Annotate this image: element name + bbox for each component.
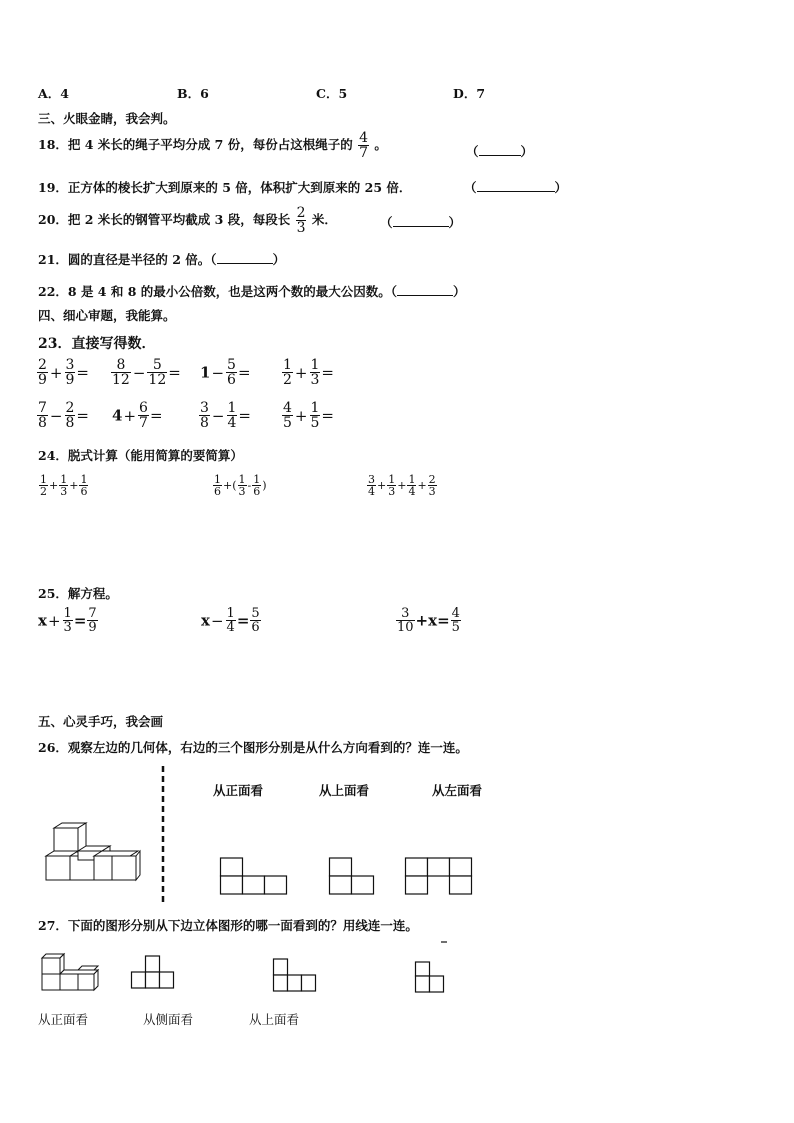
paren-close: ） — [272, 252, 286, 267]
fraction — [428, 474, 437, 497]
equals: = — [321, 363, 334, 382]
operator: − — [210, 611, 224, 630]
q27-view-shape-3 — [415, 942, 449, 996]
numerator: 2 — [65, 400, 75, 416]
whole-number: 1 — [200, 363, 211, 382]
denominator: 10 — [397, 620, 414, 635]
denominator: 3 — [388, 485, 396, 498]
numerator: 1 — [227, 400, 237, 416]
blank-line — [393, 216, 449, 227]
question-18 — [38, 131, 387, 160]
denominator: 3 — [63, 620, 72, 635]
fraction — [111, 358, 131, 387]
q27-solid-figure — [40, 950, 102, 994]
paren-close: ） — [453, 284, 466, 299]
operator: + — [417, 479, 427, 492]
numerator: 1 — [388, 473, 396, 486]
q26-solid-figure — [40, 820, 150, 890]
numerator: 1 — [408, 473, 416, 486]
fraction — [147, 358, 167, 387]
equals: = — [236, 611, 250, 630]
q25-equation-3 — [395, 607, 462, 634]
denominator: 4 — [226, 620, 235, 635]
fraction — [63, 607, 73, 634]
fraction — [65, 358, 76, 387]
operator: + — [397, 479, 407, 492]
numerator: 1 — [40, 473, 47, 486]
denominator: 5 — [310, 415, 320, 431]
numerator: 1 — [283, 357, 292, 373]
answer-blank-19[interactable] — [464, 178, 567, 196]
question-18-fraction — [358, 131, 369, 160]
q26-view-shape-3 — [405, 857, 475, 897]
operator: + — [294, 406, 308, 425]
operator: + — [123, 406, 137, 425]
answer-blank-20[interactable] — [380, 213, 461, 231]
option-a: A．4 — [38, 86, 69, 101]
equals: = — [73, 611, 87, 630]
operator: + — [69, 479, 79, 492]
denominator: 4 — [408, 485, 416, 498]
section-3-heading: 三、火眼金睛，我会判。 — [38, 111, 176, 126]
denominator: 9 — [38, 372, 47, 388]
denominator: 9 — [65, 372, 75, 388]
fraction — [310, 358, 321, 387]
fraction — [250, 607, 260, 634]
option-d: D．7 — [453, 86, 486, 101]
q23-item-5 — [36, 401, 89, 430]
denominator: 5 — [283, 415, 292, 431]
fraction — [199, 401, 210, 430]
numerator: 4 — [359, 130, 368, 146]
q23-item-3 — [200, 358, 251, 387]
fraction — [37, 358, 48, 387]
numerator: 1 — [238, 473, 246, 486]
numerator: 3 — [200, 400, 209, 416]
whole-number: 4 — [112, 406, 123, 425]
operator: + — [294, 363, 308, 382]
fraction — [407, 474, 416, 497]
fraction — [39, 474, 48, 497]
denominator: 4 — [227, 415, 237, 431]
fraction — [282, 401, 293, 430]
equals: = — [237, 363, 251, 382]
q26-view-shape-2 — [329, 857, 377, 897]
numerator: 1 — [310, 400, 320, 416]
q27-label-side: 从侧面看 — [143, 1012, 194, 1027]
paren-open: （ — [464, 180, 477, 195]
denominator: 3 — [238, 485, 246, 498]
denominator: 7 — [359, 145, 368, 161]
answer-blank-21[interactable] — [217, 253, 273, 264]
q26-label-top: 从上面看 — [319, 783, 370, 798]
equals: = — [76, 406, 89, 425]
question-18-end: 。 — [374, 137, 387, 152]
numerator: 1 — [60, 473, 68, 486]
answer-blank-18[interactable] — [466, 142, 533, 160]
numerator: 1 — [63, 606, 72, 621]
equals: = — [168, 363, 181, 382]
numerator: 2 — [38, 357, 47, 373]
numerator: 1 — [226, 606, 235, 621]
operator: + — [377, 479, 387, 492]
fraction — [367, 474, 376, 497]
fraction — [87, 607, 97, 634]
fraction — [79, 474, 88, 497]
equals: = — [76, 363, 89, 382]
blank-line — [477, 181, 555, 192]
denominator: 6 — [253, 485, 261, 498]
fraction — [226, 607, 236, 634]
operator: − — [211, 406, 225, 425]
denominator: 7 — [139, 415, 148, 431]
operator: + — [47, 611, 61, 630]
question-22 — [38, 282, 466, 300]
q25-equation-1 — [38, 607, 99, 634]
denominator: 12 — [112, 372, 130, 388]
q27-label-top: 从上面看 — [249, 1012, 300, 1027]
operator: − — [132, 363, 146, 382]
denominator: 6 — [80, 485, 88, 498]
equals: = — [321, 406, 334, 425]
equals: = — [437, 611, 450, 630]
denominator: 3 — [296, 220, 306, 236]
numerator: 5 — [152, 357, 162, 373]
question-26-title: 26．观察左边的几何体，右边的三个图形分别是从什么方向看到的？连一连。 — [38, 740, 468, 755]
fraction — [138, 401, 149, 430]
numerator: 1 — [80, 473, 88, 486]
numerator: 1 — [253, 473, 261, 486]
operator: +( — [223, 479, 237, 492]
fraction — [65, 401, 76, 430]
denominator: 6 — [214, 485, 221, 498]
denominator: 8 — [38, 415, 47, 431]
q26-view-shape-1 — [220, 857, 288, 897]
numerator: 8 — [116, 357, 126, 373]
numerator: 5 — [251, 606, 260, 621]
q27-view-shape-2 — [273, 958, 319, 994]
paren-open: （ — [390, 284, 398, 299]
paren-close: ） — [554, 180, 568, 195]
q23-item-2 — [110, 358, 181, 387]
section-5-heading: 五、心灵手巧，我会画 — [38, 714, 164, 729]
question-21 — [38, 250, 285, 268]
numerator: 2 — [428, 473, 436, 486]
q23-item-8 — [281, 401, 334, 430]
numerator: 2 — [296, 205, 306, 221]
fraction — [227, 401, 238, 430]
blank-line — [479, 145, 521, 156]
numerator: 3 — [65, 357, 75, 373]
paren-close: ） — [520, 144, 534, 159]
denominator: 12 — [148, 372, 167, 388]
q27-view-shape-1 — [131, 955, 177, 995]
question-20-text: 20．把 2 米长的钢管平均截成 3 段，每段长 — [38, 212, 291, 227]
operator: +x — [415, 611, 438, 630]
numerator: 3 — [401, 606, 410, 621]
fraction — [451, 607, 461, 634]
operator: − — [211, 363, 225, 382]
denominator: 3 — [310, 372, 320, 388]
operator: − — [49, 406, 63, 425]
denominator: 8 — [65, 415, 75, 431]
equals: = — [238, 406, 251, 425]
fraction — [226, 358, 237, 387]
section-4-heading: 四、细心审题，我能算。 — [38, 308, 176, 323]
denominator: 2 — [40, 485, 47, 498]
question-19: 19．正方体的棱长扩大到原来的 5 倍，体积扩大到原来的 25 倍． — [38, 180, 412, 195]
option-b: B．6 — [177, 86, 209, 101]
q24-expression-2 — [212, 474, 267, 497]
fraction — [213, 474, 222, 497]
fraction — [252, 474, 261, 497]
q23-item-7 — [198, 401, 251, 430]
q24-expression-3 — [366, 474, 438, 497]
fraction — [37, 401, 48, 430]
numerator: 1 — [214, 473, 221, 486]
numerator: 1 — [310, 357, 320, 373]
answer-blank-22[interactable] — [397, 285, 453, 296]
q26-label-left: 从左面看 — [432, 783, 483, 798]
question-20-end: 米． — [311, 212, 337, 227]
fraction — [59, 474, 68, 497]
denominator: 3 — [428, 485, 436, 498]
dashed-divider — [161, 766, 165, 904]
numerator: 6 — [139, 400, 148, 416]
q24-expression-1 — [38, 474, 89, 497]
option-c: C．5 — [316, 86, 348, 101]
equals: = — [149, 406, 163, 425]
paren-open: （ — [210, 252, 217, 267]
denominator: 6 — [227, 372, 236, 388]
paren-open: （ — [380, 215, 393, 230]
denominator: 9 — [88, 620, 97, 635]
question-24-title: 24．脱式计算（能用简算的要简算） — [38, 448, 243, 463]
question-20 — [38, 206, 337, 235]
numerator: 3 — [368, 473, 375, 486]
numerator: 5 — [227, 357, 236, 373]
q23-item-1 — [36, 358, 89, 387]
denominator: 2 — [283, 372, 292, 388]
denominator: 4 — [368, 485, 375, 498]
q23-item-4 — [281, 358, 334, 387]
numerator: 7 — [38, 400, 47, 416]
q23-item-6 — [112, 401, 163, 430]
operator: + — [49, 363, 63, 382]
fraction — [238, 474, 247, 497]
operator: + — [49, 479, 59, 492]
denominator: 6 — [251, 620, 260, 635]
denominator: 3 — [60, 485, 68, 498]
fraction — [282, 358, 293, 387]
paren-close: ) — [262, 479, 267, 492]
denominator: 8 — [200, 415, 209, 431]
variable-x: x — [201, 611, 210, 630]
fraction — [310, 401, 321, 430]
q26-label-front: 从正面看 — [213, 783, 264, 798]
paren-close: ） — [448, 215, 462, 230]
question-18-text: 18．把 4 米长的绳子平均分成 7 份，每份占这根绳子的 — [38, 137, 353, 152]
denominator: 5 — [451, 620, 460, 635]
fraction — [387, 474, 396, 497]
question-25-title: 25．解方程。 — [38, 586, 118, 601]
question-27-title: 27．下面的图形分别从下边立体图形的哪一面看到的？用线连一连。 — [38, 918, 418, 933]
paren-open: （ — [466, 144, 479, 159]
fraction — [396, 607, 415, 634]
operator: - — [247, 479, 252, 492]
numerator: 4 — [283, 400, 292, 416]
question-20-fraction — [296, 206, 307, 235]
question-21-text: 21．圆的直径是半径的 2 倍。 — [38, 252, 211, 267]
numerator: 4 — [451, 606, 460, 621]
numerator: 7 — [88, 606, 97, 621]
question-22-text: 22．8 是 4 和 8 的最小公倍数，也是这两个数的最大公因数。 — [38, 284, 391, 299]
question-23-title: 23．直接写得数． — [38, 336, 156, 352]
q27-label-front: 从正面看 — [38, 1012, 89, 1027]
variable-x: x — [38, 611, 47, 630]
q25-equation-2 — [201, 607, 262, 634]
